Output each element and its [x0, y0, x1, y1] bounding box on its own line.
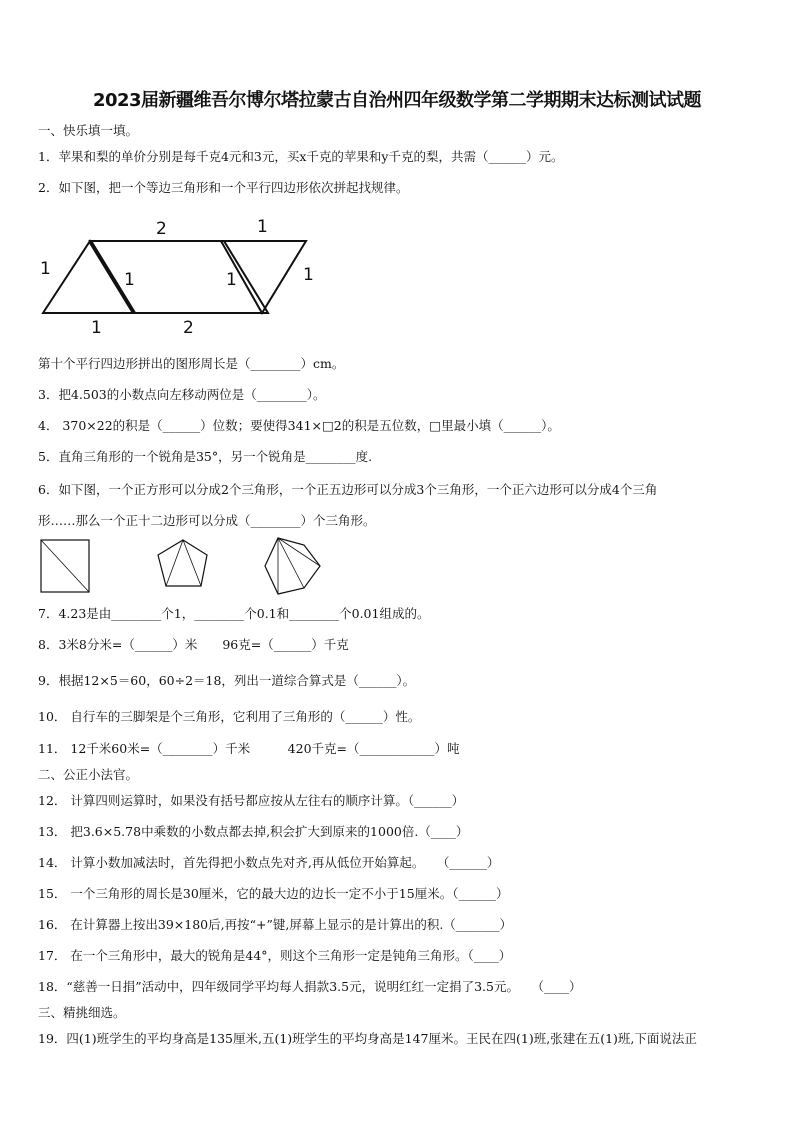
- section-heading-3: 三、精挑细选。: [38, 1005, 126, 1020]
- figure-label-bottom-right: 2: [183, 318, 194, 338]
- shapes-pattern-figure: [28, 210, 328, 340]
- question-5: 5．直角三角形的一个锐角是35°，另一个锐角是________度.: [38, 449, 373, 464]
- figure-label-right: 1: [303, 265, 314, 285]
- question-7: 7．4.23是由________个1，________个0.1和________个0.01组成的。: [38, 606, 430, 621]
- page-title: 2023届新疆维吾尔博尔塔拉蒙古自治州四年级数学第二学期期末达标测试试题: [92, 90, 702, 111]
- question-17: 17． 在一个三角形中，最大的锐角是44°，则这个三角形一定是钝角三角形。（____）: [38, 948, 512, 963]
- figure-label-mid-left: 1: [124, 270, 135, 290]
- question-1: 1．苹果和梨的单价分别是每千克4元和3元，买x千克的苹果和y千克的梨，共需（______）元。: [38, 149, 564, 164]
- question-2: 2．如下图，把一个等边三角形和一个平行四边形依次拼起找规律。: [38, 180, 409, 195]
- question-6-cont: 形……那么一个正十二边形可以分成（________）个三角形。: [38, 513, 376, 528]
- question-19: 19．四(1)班学生的平均身高是135厘米,五(1)班学生的平均身高是147厘米。王民在四(1)班,张建在五(1)班,下面说法正: [38, 1031, 697, 1046]
- section-heading-1: 一、快乐填一填。: [38, 123, 139, 138]
- figure-label-top-right: 1: [257, 217, 268, 237]
- question-9: 9．根据12×5＝60，60÷2＝18，列出一道综合算式是（______）。: [38, 673, 416, 688]
- polygon-division-figure: [38, 537, 338, 597]
- question-3: 3．把4.503的小数点向左移动两位是（________）。: [38, 387, 326, 402]
- question-10: 10． 自行车的三脚架是个三角形，它利用了三角形的（______）性。: [38, 709, 421, 724]
- figure-label-mid-right: 1: [226, 270, 237, 290]
- question-18: 18．“慈善一日捐”活动中，四年级同学平均每人捐款3.5元，说明红红一定捐了3.5元。 （____）: [38, 979, 582, 994]
- figure-label-top-left: 2: [156, 219, 167, 239]
- pentagon-shape: [158, 540, 207, 586]
- figure-label-left: 1: [40, 259, 51, 279]
- question-13: 13． 把3.6×5.78中乘数的小数点都去掉,积会扩大到原来的1000倍.（____）: [38, 824, 469, 839]
- section-heading-2: 二、公正小法官。: [38, 767, 139, 782]
- question-15: 15． 一个三角形的周长是30厘米，它的最大边的边长一定不小于15厘米。（______）: [38, 886, 509, 901]
- question-6: 6．如下图，一个正方形可以分成2个三角形，一个正五边形可以分成3个三角形，一个正六边形可以分成4个三角: [38, 482, 658, 497]
- figure-label-bottom-left: 1: [91, 318, 102, 338]
- question-11: 11． 12千米60米=（________）千米 420千克=（____________）吨: [38, 741, 460, 756]
- question-8: 8．3米8分米=（______）米 96克=（______）千克: [38, 637, 349, 652]
- triangle-shape: [43, 241, 134, 313]
- question-14: 14． 计算小数加减法时，首先得把小数点先对齐,再从低位开始算起。 （______）: [38, 855, 500, 870]
- question-2-answer: 第十个平行四边形拼出的图形周长是（________）cm。: [38, 356, 345, 371]
- question-12: 12． 计算四则运算时，如果没有括号都应按从左往右的顺序计算。（______）: [38, 793, 465, 808]
- question-16: 16． 在计算器上按出39×180后,再按“+”键,屏幕上显示的是计算出的积.（_______）: [38, 917, 513, 932]
- question-4: 4． 370×22的积是（______）位数；要使得341×□2的积是五位数，□里最小填（______）。: [38, 418, 560, 433]
